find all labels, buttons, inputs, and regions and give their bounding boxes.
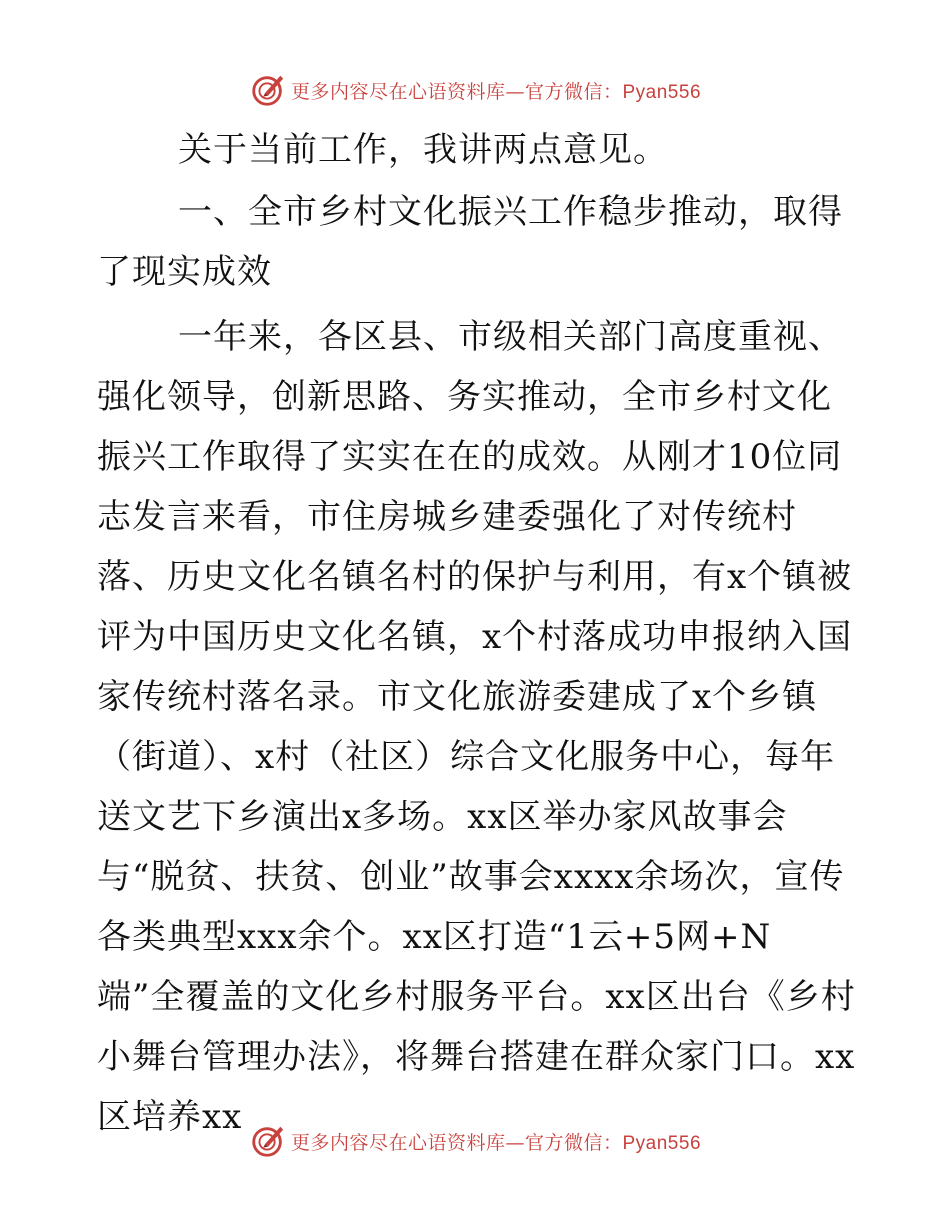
section-heading-1: 一、全市乡村文化振兴工作稳步推动，取得了现实成效 [97,192,843,292]
watermark-text: 更多内容尽在心语资料库—官方微信：Pyan556 [290,80,702,103]
watermark-footer [0,1121,950,1161]
pen-seal-logo-icon [249,71,287,109]
watermark-header [0,70,950,110]
watermark-text: 更多内容尽在心语资料库—官方微信：Pyan556 [290,1131,702,1154]
paragraph-body: 一年来，各区县、市级相关部门高度重视、强化领导，创新思路、务实推动，全市乡村文化振兴工作取得了实实在在的成效。从刚才10位同志发言来看，市住房城乡建委强化了对传统村落、历史文化名镇名村的保护与利用，有x个镇被评为中国历史文化名镇，x个村落成功申报纳入国家传统村落名录。市文化旅游委建成了x个乡镇（街道）、x村（社区）综合文化服务中心，每年送文艺下乡演出x多场。xx区举办家风故事会与“脱贫、扶贫、创业”故事会xxxx余场次，宣传各类典型xxx余个。xx区打造“1云+5网+N端”全覆盖的文化乡村服务平台。xx区出台《乡村小舞台管理办法》，将舞台搭建在群众家门口。xx区培养xx [97,317,856,1137]
pen-seal-logo-icon [249,1122,287,1160]
paragraph-intro: 关于当前工作，我讲两点意见。 [178,130,668,170]
document-body [97,120,857,1147]
